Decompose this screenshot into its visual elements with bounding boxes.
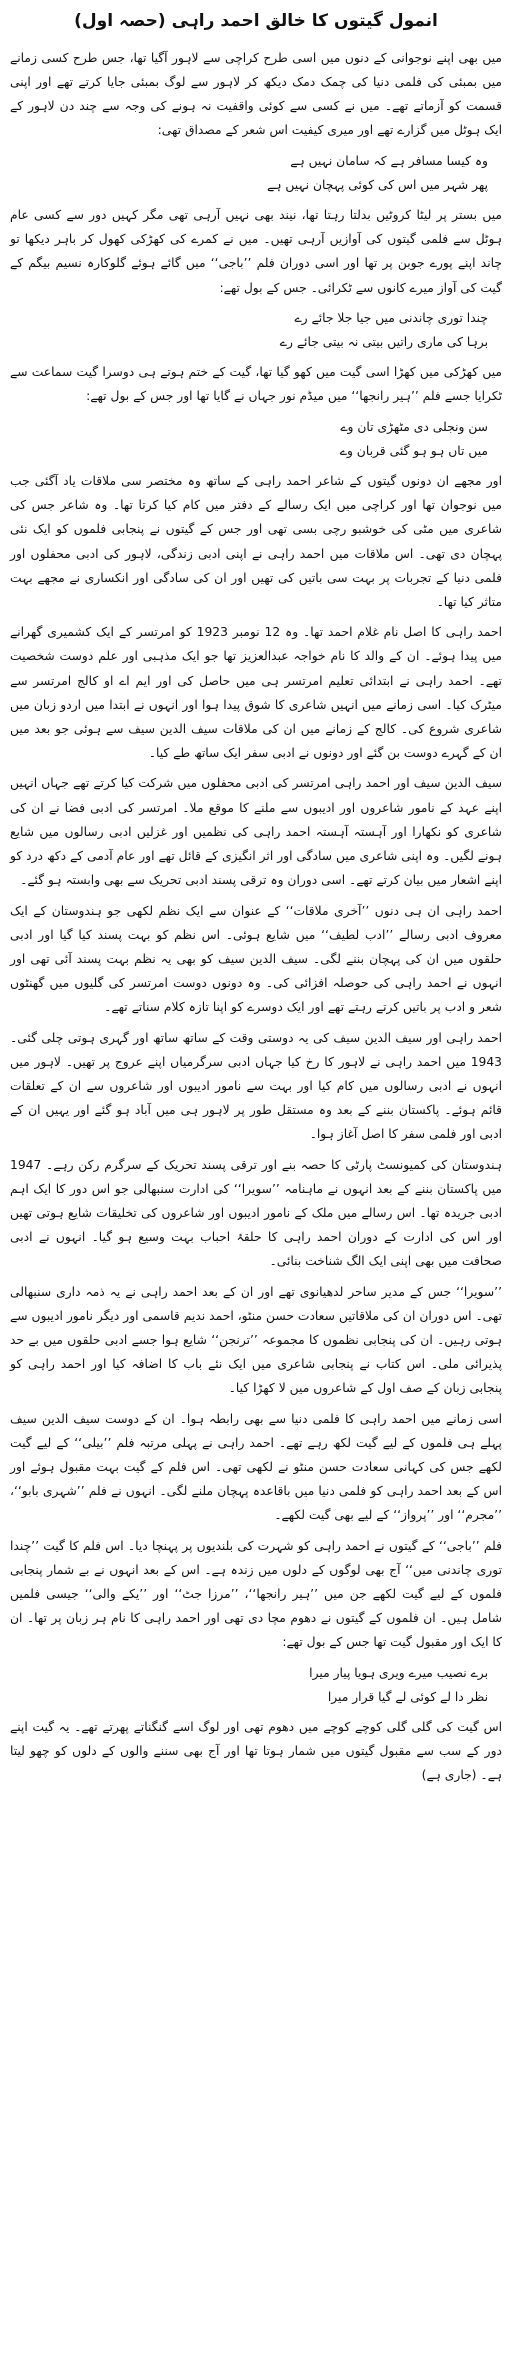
body-paragraph: میں بستر پر لیٹا کروٹیں بدلتا رہتا تھا، نیند بھی نہیں آرہی تھی مگر کہیں دور سے کسی عام ہوٹل سے فلمی گیتوں کی آوازیں آرہی تھیں۔ میں نے کمرے کی کھڑکی کھول کر باہر دیکھا تو چاند اپنے پورے جوبن پر تھا اور اسی دوران فلم ’’باجی‘‘ میں گائے ہوئے گلوکارہ نسیم بیگم کے گیت کی آواز میرے کانوں سے ٹکرائی۔ جس کے بول تھے: <box>10 208 502 295</box>
verse-couplet <box>10 306 502 354</box>
body-paragraph: فلم ’’باجی‘‘ کے گیتوں نے احمد راہی کو شہرت کی بلندیوں پر پہنچا دیا۔ اس فلم کا گیت ’’چندا توری چاندنی میں‘‘ آج بھی لوگوں کے دلوں میں زندہ ہے۔ اس کے بعد انہوں نے بے شمار پنجابی فلموں کے لیے گیت لکھے جن میں ’’ہیر رانجھا‘‘، ’’مرزا جٹ‘‘ اور ’’یکے والی‘‘ جیسی فلمیں شامل ہیں۔ ان فلموں کے گیتوں نے دھوم مچا دی تھی اور احمد راہی کا نام ہر زبان پر تھا۔ ان کا ایک اور مقبول گیت تھا جس کے بول تھے: <box>10 1538 502 1650</box>
verse-couplet <box>10 149 502 197</box>
verse-line: برے نصیب میرے ویری ہویا پیار میرا <box>309 1665 488 1680</box>
body-paragraph: ’’سویرا‘‘ جس کے مدیر ساحر لدھیانوی تھے اور ان کے بعد احمد راہی نے یہ ذمہ داری سنبھالی تھی۔ اس دوران ان کی ملاقاتیں سعادت حسن منٹو، احمد ندیم قاسمی اور دیگر نامور ادیبوں سے ہوتی رہیں۔ ان کی پنجابی نظموں کا مجموعہ ’’ترنجن‘‘ شایع ہوا جسے ادبی حلقوں میں بے حد پذیرائی ملی۔ اس کتاب نے پنجابی شاعری میں ایک نئے باب کا اضافہ کیا اور احمد راہی کو پنجابی زبان کے صف اول کے شاعروں میں لا کھڑا کیا۔ <box>10 1284 502 1396</box>
verse-line: پھر شہر میں اس کی کوئی پہچان نہیں ہے <box>267 177 488 192</box>
verse-line: نظر دا لے کوئی لے گیا قرار میرا <box>327 1689 488 1704</box>
body-paragraph: میں کھڑکی میں کھڑا اسی گیت میں کھو گیا تھا، گیت کے ختم ہوتے ہی دوسرا گیت سماعت سے ٹکرایا جسے فلم ’’ہیر رانجھا‘‘ میں میڈم نور جہاں نے گایا تھا اور جس کے بول تھے: <box>10 365 502 404</box>
verse-couplet <box>10 415 502 463</box>
body-paragraph: اس گیت کی گلی گلی کوچے کوچے میں دھوم تھی اور لوگ اسے گنگناتے پھرتے تھے۔ یہ گیت اپنے دور کے سب سے مقبول گیتوں میں شمار ہوتا تھا اور آج بھی سننے والوں کے دلوں کو چھو لیتا ہے۔ (جاری ہے) <box>10 1720 502 1783</box>
body-paragraph: اور مجھے ان دونوں گیتوں کے شاعر احمد راہی کے ساتھ وہ مختصر سی ملاقات یاد آگئی جب میں نوجوان تھا اور کراچی میں ایک رسالے کے دفتر میں کام کیا کرتا تھا۔ وہ شاعر جس کی شاعری میں مٹی کی خوشبو رچی بسی تھی اور جس کے گیتوں نے پنجابی فلموں کو ایک نئی پہچان دی تھی۔ اس ملاقات میں احمد راہی نے اپنی ادبی زندگی، لاہور کی ادبی محفلوں اور فلمی دنیا کے تجربات پر بہت سی باتیں کی تھیں اور ان کی سادگی اور انکساری نے مجھے بہت متاثر کیا تھا۔ <box>10 474 502 610</box>
article-title: انمول گیتوں کا خالق احمد راہی (حصہ اول) <box>74 11 438 31</box>
verse-line: وہ کیسا مسافر ہے کہ سامان نہیں ہے <box>290 153 488 168</box>
body-paragraph: احمد راہی ان ہی دنوں ’’آخری ملاقات‘‘ کے عنوان سے ایک نظم لکھی جو ہندوستان کے ایک معروف ادبی رسالے ’’ادب لطیف‘‘ میں شایع ہوئی۔ اس نظم کو بہت پسند کیا گیا اور ادبی حلقوں میں ان کی پہچان بننے لگی۔ سیف الدین سیف کو بھی یہ نظم بہت پسند آئی تھی اور انہوں نے احمد راہی کی حوصلہ افزائی کی۔ وہ دونوں دوست امرتسر کی گلیوں میں گھنٹوں شعر و ادب پر باتیں کرتے رہتے تھے اور ایک دوسرے کو اپنا تازہ کلام سناتے تھے۔ <box>10 903 502 1015</box>
verse-line: برہا کی ماری راتیں بیتی نہ بیتی جائے رے <box>279 335 488 350</box>
body-paragraph: احمد راہی کا اصل نام غلام احمد تھا۔ وہ 12 نومبر 1923 کو امرتسر کے ایک کشمیری گھرانے میں پیدا ہوئے۔ ان کے والد کا نام خواجہ عبدالعزیز تھا جو ایک مذہبی اور علم دوست شخصیت تھے۔ احمد راہی نے ابتدائی تعلیم امرتسر ہی میں حاصل کی اور ایم اے او کالج امرتسر سے میٹرک کیا۔ اسی زمانے میں انہیں شاعری کا شوق پیدا ہوا اور انہوں نے ابتدا میں اردو زبان میں شاعری شروع کی۔ کالج کے زمانے میں ان کی ملاقات سیف الدین سیف سے ہوئی جو بعد میں ان کے گہرے دوست بن گئے اور دونوں نے ادبی سفر ایک ساتھ طے کیا۔ <box>10 625 502 761</box>
body-paragraph: میں بھی اپنے نوجوانی کے دنوں میں اسی طرح کراچی سے لاہور آگیا تھا، جس طرح کسی زمانے میں بمبئی کی فلمی دنیا کی چمک دمک دیکھ کر لاہور سے لوگ بمبئی جایا کرتے تھے اور اپنی قسمت کو آزماتے تھے۔ میں نے کسی سے کوئی واقفیت نہ ہونے کی وجہ سے چند دن لاہور کے ایک ہوٹل میں گزارے تھے اور میری کیفیت اس شعر کے مصداق تھی: <box>10 50 502 138</box>
article-body <box>10 46 502 1788</box>
body-paragraph: احمد راہی اور سیف الدین سیف کی یہ دوستی وقت کے ساتھ ساتھ اور گہری ہوتی چلی گئی۔ 1943 میں احمد راہی نے لاہور کا رخ کیا جہاں ادبی سرگرمیاں اپنے عروج پر تھیں۔ لاہور میں انہوں نے ادبی رسالوں میں کام کیا اور بہت سے نامور ادیبوں اور شاعروں سے ان کے تعلقات قائم ہوئے۔ پاکستان بننے کے بعد وہ مستقل طور پر لاہور ہی میں آباد ہو گئے اور یہیں ان کے ادبی اور فلمی سفر کا اصل آغاز ہوا۔ <box>10 1030 502 1142</box>
body-paragraph: سیف الدین سیف اور احمد راہی امرتسر کی ادبی محفلوں میں شرکت کیا کرتے تھے جہاں انہیں اپنے عہد کے نامور شاعروں اور ادیبوں سے ملنے کا موقع ملا۔ امرتسر کی ادبی فضا نے ان کی شاعری کو نکھارا اور آہستہ آہستہ احمد راہی کی نظمیں اور غزلیں ادبی رسالوں میں شایع ہونے لگیں۔ وہ اپنی شاعری میں سادگی اور اثر انگیزی کے قائل تھے اور عام آدمی کے دکھ درد کو اپنے اشعار میں بیان کرتے تھے۔ اسی دوران وہ ترقی پسند ادبی تحریک سے بھی وابستہ ہو گئے۔ <box>10 776 502 888</box>
verse-line: سن ونجلی دی مٹھڑی تان وے <box>340 419 488 434</box>
verse-couplet <box>10 1661 502 1709</box>
verse-line: چندا توری چاندنی میں جیا جلا جائے رے <box>294 310 488 325</box>
body-paragraph: اسی زمانے میں احمد راہی کا فلمی دنیا سے بھی رابطہ ہوا۔ ان کے دوست سیف الدین سیف پہلے ہی فلموں کے لیے گیت لکھ رہے تھے۔ احمد راہی نے پہلی مرتبہ فلم ’’بیلی‘‘ کے لیے گیت لکھے جس کی کہانی سعادت حسن منٹو نے لکھی تھی۔ اس فلم کے گیت بہت مقبول ہوئے اور اس کے بعد احمد راہی کو فلمی دنیا میں باقاعدہ پہچان ملنے لگی۔ انہوں نے فلم ’’شہری بابو‘‘، ’’مجرم‘‘ اور ’’پرواز‘‘ کے لیے بھی گیت لکھے۔ <box>10 1411 502 1523</box>
verse-line: میں تاں ہو ہو گئی قربان وے <box>339 443 488 458</box>
body-paragraph: ہندوستان کی کمیونسٹ پارٹی کا حصہ بنے اور ترقی پسند تحریک کے سرگرم رکن رہے۔ 1947 میں پاکستان بننے کے بعد انہوں نے ماہنامہ ’’سویرا‘‘ کی ادارت سنبھالی جو اس دور کا ایک اہم ادبی جریدہ تھا۔ اس رسالے میں ملک کے نامور ادیبوں اور شاعروں کی تخلیقات شایع ہوتی تھیں اور اس کی ادارت کے دوران احمد راہی کا حلقۂ احباب بہت وسیع ہو گیا۔ انہوں نے ادبی صحافت میں بھی اپنی ایک الگ شناخت بنائی۔ <box>10 1157 502 1269</box>
